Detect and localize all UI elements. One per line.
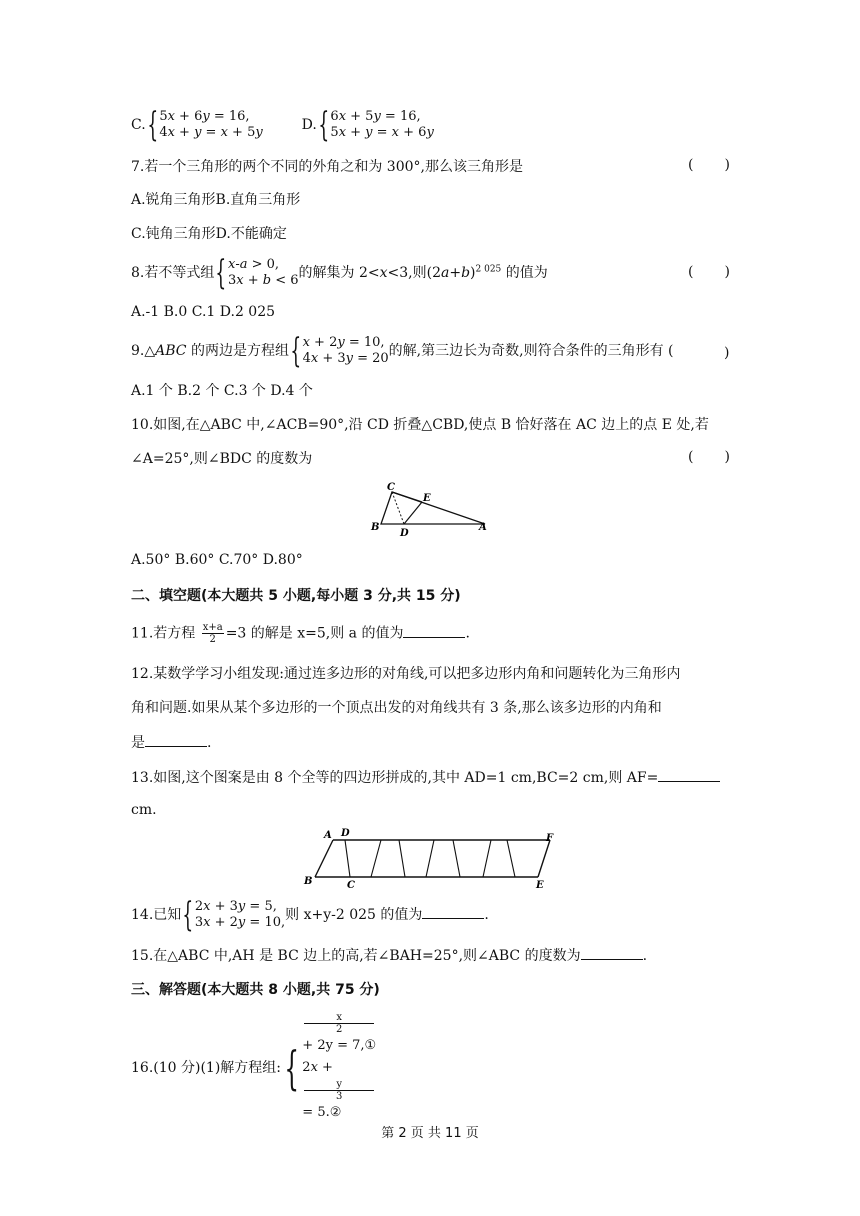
q7-options-row2: C.钝角三角形D.不能确定 xyxy=(131,226,287,242)
q6-option-d-system: 6𝑥 + 5𝑦 = 16, 5𝑥 + 𝑦 = 𝑥 + 6𝑦 xyxy=(330,109,434,140)
q12-line1: 12.某数学学习小组发现:通过连多边形的对角线,可以把多边形内角和问题转化为三角形内 xyxy=(131,666,681,682)
fig-label-a: A xyxy=(479,522,487,533)
q16: 16.(10 分)(1)解方程组:{ x 2 + 2y = 7,① 2𝑥 + y 3 = 5.② xyxy=(131,1012,376,1124)
fraction: $\frac{x+a}{2}$ xyxy=(202,622,223,645)
answer-blank[interactable] xyxy=(581,945,643,960)
fig-label-e: E xyxy=(423,493,431,504)
q15: 15.在△ABC 中,AH 是 BC 边上的高,若∠BAH=25°,则∠ABC 的度数为 . xyxy=(131,945,647,966)
answer-blank[interactable] xyxy=(422,904,484,919)
brace: { xyxy=(290,331,302,371)
q12-line3: 是 . xyxy=(131,732,211,753)
fig-label-c: C xyxy=(387,482,395,493)
q7-options-row1: A.锐角三角形B.直角三角形 xyxy=(131,192,301,208)
answer-blank[interactable] xyxy=(658,767,720,782)
fig-label-a: A xyxy=(324,830,332,841)
fig-label-f: F xyxy=(546,833,554,844)
answer-paren: ( ) xyxy=(688,157,730,173)
brace: { xyxy=(182,895,194,935)
fraction: x 2 xyxy=(304,1012,374,1035)
fig-label-c: C xyxy=(347,880,355,890)
q10-options: A.50° B.60° C.70° D.80° xyxy=(131,552,303,568)
q9-close-paren: ) xyxy=(724,345,730,361)
q16-system: x 2 + 2y = 7,① 2𝑥 + y 3 = 5.② xyxy=(302,1012,377,1120)
q6-option-c-system: 5𝑥 + 6𝑦 = 16, 4𝑥 + 𝑦 = 𝑥 + 5𝑦 xyxy=(159,109,263,140)
q10-line2: ∠A=25°,则∠BDC 的度数为 xyxy=(131,451,313,467)
fig-label-d: D xyxy=(400,528,409,539)
q14-system: 2𝑥 + 3𝑦 = 5, 3𝑥 + 2𝑦 = 10, xyxy=(194,899,286,930)
page-footer: 第 2 页 共 11 页 xyxy=(381,1126,479,1141)
q13-figure xyxy=(300,824,565,890)
q12-line2: 角和问题.如果从某个多边形的一个顶点出发的对角线共有 3 条,那么该多边形的内角和 xyxy=(131,700,662,716)
answer-blank[interactable] xyxy=(145,732,207,747)
brace: { xyxy=(318,105,330,145)
fraction: y 3 xyxy=(304,1079,374,1102)
q8-stem: 8.若不等式组{ 𝑥-𝑎 > 0, 3𝑥 + 𝑏 < 6 的解集为 2<x<3,则$(2a+b)^{2 025}$ 的值为 xyxy=(131,253,548,293)
q13-line1: 13.如图,这个图案是由 8 个全等的四边形拼成的,其中 AD=1 cm,BC=2 cm,则 AF= xyxy=(131,767,720,788)
q6-option-d-label: D. xyxy=(301,117,317,133)
brace: { xyxy=(147,105,158,145)
q9-stem: 9.△ABC 的两边是方程组{ 𝑥 + 2𝑦 = 10, 4𝑥 + 3𝑦 = 20 的解,第三边长为奇数,则符合条件的三角形有 ( xyxy=(131,331,674,371)
q8-options: A.-1 B.0 C.1 D.2 025 xyxy=(131,304,276,320)
answer-blank[interactable] xyxy=(403,623,465,638)
brace: { xyxy=(215,253,227,293)
fig-label-b: B xyxy=(304,876,313,887)
brace: { xyxy=(284,1041,299,1095)
q7-stem: 7.若一个三角形的两个不同的外角之和为 300°,那么该三角形是 xyxy=(131,159,523,175)
fig-label-b: B xyxy=(371,522,380,533)
q14: 14.已知{ 2𝑥 + 3𝑦 = 5, 3𝑥 + 2𝑦 = 10, 则 x+y-2 025 的值为 . xyxy=(131,895,489,935)
fig-label-d: D xyxy=(341,828,350,839)
q9-options: A.1 个 B.2 个 C.3 个 D.4 个 xyxy=(131,383,313,399)
fig-label-e: E xyxy=(536,880,544,890)
answer-paren: ( ) xyxy=(688,449,730,465)
q13-line2: cm. xyxy=(131,802,157,818)
q6-options xyxy=(131,105,434,145)
q10-line1: 10.如图,在△ABC 中,∠ACB=90°,沿 CD 折叠△CBD,使点 B 恰好落在 AC 边上的点 E 处,若 xyxy=(131,417,709,433)
q11: 11.若方程 $\frac{x+a}{2}$ =3 的解是 x=5,则 a 的值为 . xyxy=(131,622,470,645)
q8-system: 𝑥-𝑎 > 0, 3𝑥 + 𝑏 < 6 xyxy=(228,257,299,288)
q6-option-c-label: C. xyxy=(131,117,146,133)
answer-paren: ( ) xyxy=(688,264,730,280)
section-heading-solve: 三、解答题(本大题共 8 小题,共 75 分) xyxy=(131,982,380,998)
q9-system: 𝑥 + 2𝑦 = 10, 4𝑥 + 3𝑦 = 20 xyxy=(302,335,389,366)
q10-figure xyxy=(365,480,495,542)
section-heading-fill-in: 二、填空题(本大题共 5 小题,每小题 3 分,共 15 分) xyxy=(131,588,461,604)
